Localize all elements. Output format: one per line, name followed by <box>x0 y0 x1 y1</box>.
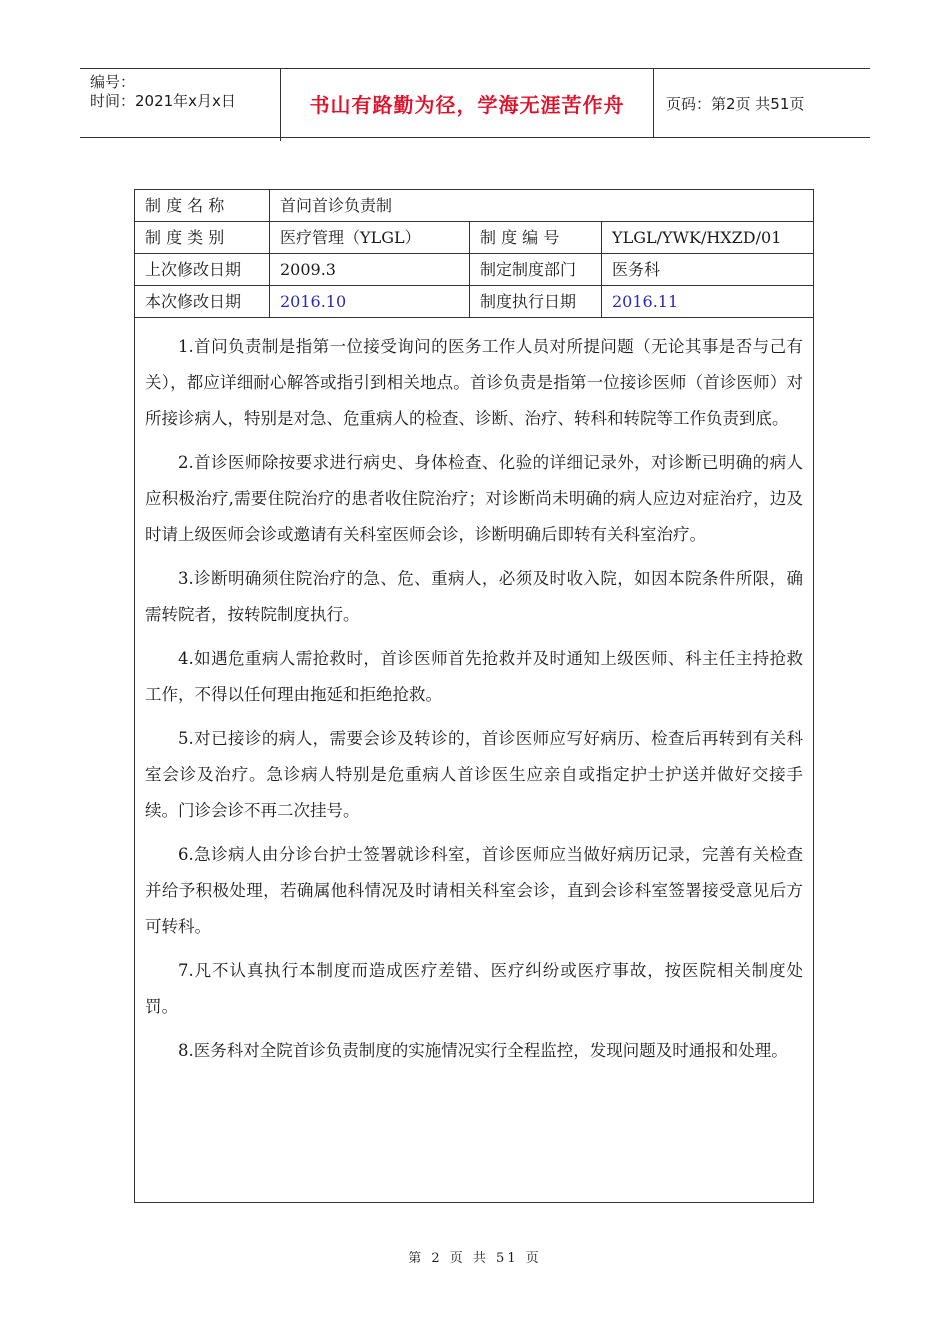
paragraph: 1.首问负责制是指第一位接受询问的医务工作人员对所提问题（无论其事是否与己有关），都应详细耐心解答或指引到相关地点。首诊负责是指第一位接诊医师（首诊医师）对所接诊病人，特别是对急、危重病人的检查、诊断、治疗、转科和转院等工作负责到底。 <box>145 337 803 428</box>
regulation-body <box>135 317 813 1069</box>
category-value: 医疗管理（YLGL） <box>270 222 470 253</box>
paragraph: 5.对已接诊的病人，需要会诊及转诊的，首诊医师应写好病历、检查后再转到有关科室会诊及治疗。急诊病人特别是危重病人首诊医生应亲自或指定护士护送并做好交接手续。门诊会诊不再二次挂号。 <box>145 729 803 820</box>
motto: 书山有路勤为径，学海无涯苦作舟 <box>281 69 654 137</box>
exec-value: 2016.11 <box>612 292 679 311</box>
name-label: 制 度 名 称 <box>135 190 270 221</box>
table-row <box>135 190 813 222</box>
table-row <box>135 222 813 254</box>
code-label: 制 度 编 号 <box>470 222 602 253</box>
header-meta <box>80 69 281 141</box>
page-footer: 第 2 页 共 51 页 <box>408 1251 542 1266</box>
paragraph: 4.如遇危重病人需抢救时，首诊医师首先抢救并及时通知上级医师、科主任主持抢救工作，不得以任何理由拖延和拒绝抢救。 <box>145 649 803 704</box>
paragraph: 6.急诊病人由分诊台护士签署就诊科室，首诊医师应当做好病历记录，完善有关检查并给予积极处理，若确属他科情况及时请相关科室会诊，直到会诊科室签署接受意见后方可转科。 <box>145 845 803 936</box>
category-label: 制 度 类 别 <box>135 222 270 253</box>
last-rev-label: 上次修改日期 <box>135 254 270 285</box>
dept-label: 制定制度部门 <box>470 254 602 285</box>
page-info: 页码：第2页 共51页 <box>666 94 805 113</box>
paragraph: 8.医务科对全院首诊负责制度的实施情况实行全程监控，发现问题及时通报和处理。 <box>178 1041 788 1060</box>
paragraph: 2.首诊医师除按要求进行病史、身体检查、化验的详细记录外，对诊断已明确的病人应积极治疗,需要住院治疗的患者收住院治疗；对诊断尚未明确的病人应边对症治疗，边及时请上级医师会诊或邀请有关科室医师会诊，诊断明确后即转有关科室治疗。 <box>145 453 803 544</box>
this-rev-label: 本次修改日期 <box>135 286 270 317</box>
table-row <box>135 286 813 318</box>
time-label: 时间：2021年x月x日 <box>90 92 236 110</box>
name-value: 首问首诊负责制 <box>280 196 393 215</box>
number-label: 编号： <box>90 73 136 91</box>
last-rev-value: 2009.3 <box>270 254 470 285</box>
this-rev-value: 2016.10 <box>270 286 470 317</box>
code-value: YLGL/YWK/HXZD/01 <box>612 228 782 247</box>
page-header <box>80 68 870 138</box>
paragraph: 3.诊断明确须住院治疗的急、危、重病人，必须及时收入院，如因本院条件所限，确需转院者，按转院制度执行。 <box>145 569 803 624</box>
exec-label: 制度执行日期 <box>470 286 602 317</box>
dept-value: 医务科 <box>612 260 661 279</box>
regulation-table <box>134 189 814 1203</box>
table-row <box>135 254 813 286</box>
paragraph: 7.凡不认真执行本制度而造成医疗差错、医疗纠纷或医疗事故，按医院相关制度处罚。 <box>145 961 803 1016</box>
